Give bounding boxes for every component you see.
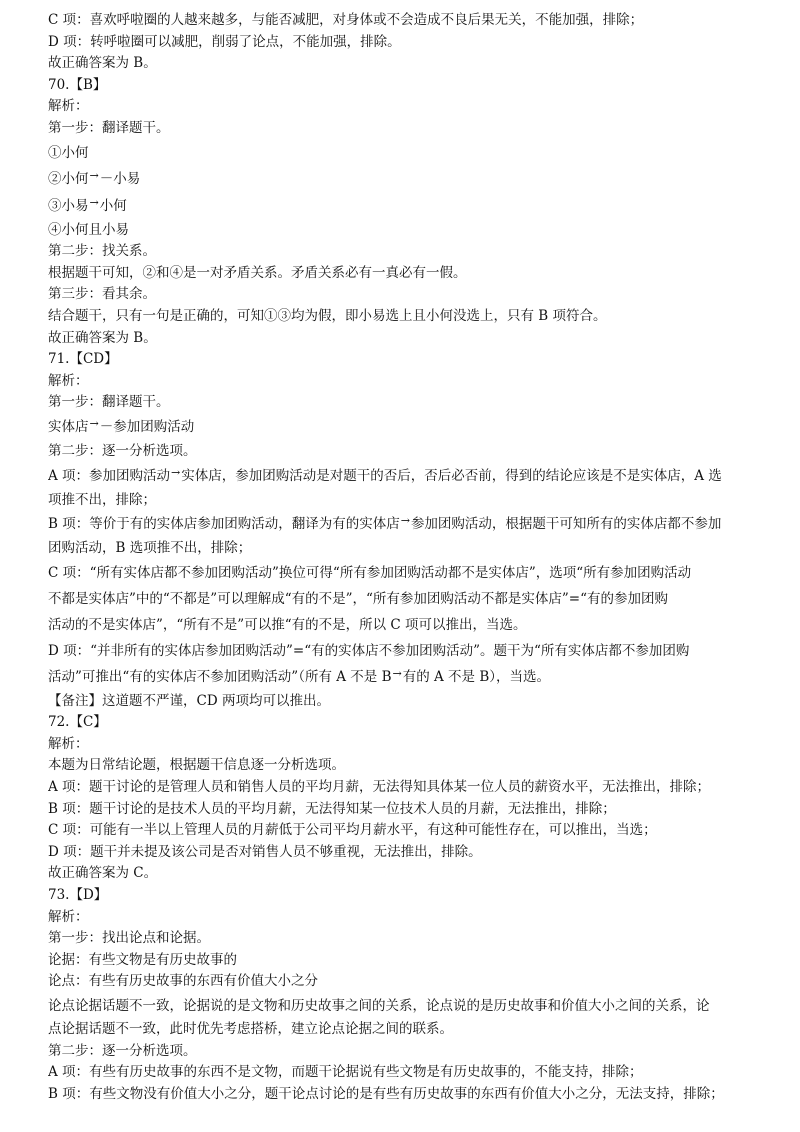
text-line: B 项：题干讨论的是技术人员的平均月薪，无法得知某一位技术人员的月薪，无法推出，排除； [48,800,616,817]
text-line: 点论据话题不一致，此时优先考虑搭桥，建立论点论据之间的联系。 [48,1021,453,1037]
question-number: 73.【D】 [48,887,108,904]
option-text: A 项：参加团购活动 [48,467,171,484]
arrow-symbol: → [89,195,99,209]
formula-term: －小易 [99,170,141,187]
formula-line [48,414,752,441]
note-line: 【备注】这道题不严谨，CD 两项均可以推出。 [48,692,330,709]
option-line [48,463,752,490]
formula-line [48,166,752,193]
text-line: 解析： [48,735,89,752]
text-line: 第一步：翻译题干。 [48,394,170,411]
formula-term: ②小何 [48,170,89,187]
text-line: A 项：有些有历史故事的东西不是文物，而题干论据说有些文物是有历史故事的，不能支持，排除； [48,1064,643,1081]
text-line: 解析： [48,372,89,389]
text-line: 解析： [48,908,89,925]
text-line: 故正确答案为 C。 [48,865,158,882]
text-line: ①小何 [48,144,89,161]
arrow-symbol: → [392,666,402,680]
option-text: 活动”可推出“有的实体店不参加团购活动”（所有 A 不是 B [48,668,392,685]
text-line: 团购活动，B 选项推不出，排除； [48,540,252,557]
text-line: 解析： [48,98,89,115]
arrow-symbol: → [400,514,410,528]
text-line: B 项：有些文物没有价值大小之分，题干论点讨论的是有些有历史故事的东西有价值大小之分，无法支持，排除； [48,1085,724,1102]
option-text: B 项：等价于有的实体店参加团购活动，翻译为有的实体店 [48,516,400,533]
text-line: 第二步：找关系。 [48,243,156,260]
formula-term: ③小易 [48,197,89,214]
text-line: 第二步：逐一分析选项。 [48,442,197,459]
formula-line [48,193,752,220]
text-line: 论点：有些有历史故事的东西有价值大小之分 [48,973,318,990]
text-line: D 项：“并非所有的实体店参加团购活动”=“有的实体店不参加团购活动”。题干为“所有实体店都不参加团购 [48,642,690,659]
formula-term: 小何 [99,197,127,214]
text-line: A 项：题干讨论的是管理人员和销售人员的平均月薪，无法得知具体某一位人员的薪资水平，无法推出，排除； [48,779,711,796]
text-line: 第三步：看其余。 [48,286,156,303]
option-text: 有的 A 不是 B），当选。 [402,668,551,685]
question-number: 71.【CD】 [48,351,118,368]
text-line: C 项：喜欢呼啦圈的人越来越多，与能否减肥，对身体或不会造成不良后果无关，不能加强，排除； [48,12,644,28]
text-line: 不都是实体店”中的“不都是”可以理解成“有的不是”，“所有参加团购活动不都是实体店”=“有的参加团购 [48,590,669,607]
text-line: 活动的不是实体店”，“所有不是”可以推“有的不是，所以 C 项可以推出，当选。 [48,616,527,633]
question-number: 70.【B】 [48,76,107,93]
option-text: 实体店，参加团购活动是对题干的否后，否后必否前，得到的结论应该是不是实体店，A 选 [181,467,722,484]
arrow-symbol: → [89,416,99,430]
arrow-symbol: → [171,465,181,479]
arrow-symbol: → [89,168,99,182]
text-line: ④小何且小易 [48,221,129,238]
text-line: 第一步：找出论点和论据。 [48,930,210,947]
text-line: 本题为日常结论题，根据题干信息逐一分析选项。 [48,757,345,774]
option-line [48,664,752,691]
text-line: D 项：转呼啦圈可以减肥，削弱了论点，不能加强，排除。 [48,33,401,50]
text-line: 论据：有些文物是有历史故事的 [48,951,237,968]
option-text: 参加团购活动，根据题干可知所有的实体店都不参加 [410,516,722,533]
question-number: 72.【C】 [48,714,107,731]
formula-term: －参加团购活动 [99,418,195,435]
text-line: C 项：“所有实体店都不参加团购活动”换位可得“所有参加团购活动都不是实体店”，选项“所有参加团购活动 [48,564,692,581]
text-line: 根据题干可知，②和④是一对矛盾关系。矛盾关系必有一真必有一假。 [48,264,467,281]
text-line: 结合题干，只有一句是正确的，可知①③均为假，即小易选上且小何没选上，只有 B 项符合。 [48,307,607,324]
text-line: 故正确答案为 B。 [48,55,157,72]
text-line: D 项：题干并未提及该公司是否对销售人员不够重视，无法推出，排除。 [48,843,482,860]
formula-term: 实体店 [48,418,89,435]
option-line [48,511,752,538]
text-line: C 项：可能有一半以上管理人员的月薪低于公司平均月薪水平，有这种可能性存在，可以推出，当选； [48,822,657,839]
text-line: 第二步：逐一分析选项。 [48,1042,197,1059]
text-line: 故正确答案为 B。 [48,329,157,346]
text-line: 论点论据话题不一致，论据说的是文物和历史故事之间的关系，论点说的是历史故事和价值大小之间的关系，论 [48,998,710,1014]
text-line: 项推不出，排除； [48,491,156,508]
text-line: 第一步：翻译题干。 [48,119,170,136]
